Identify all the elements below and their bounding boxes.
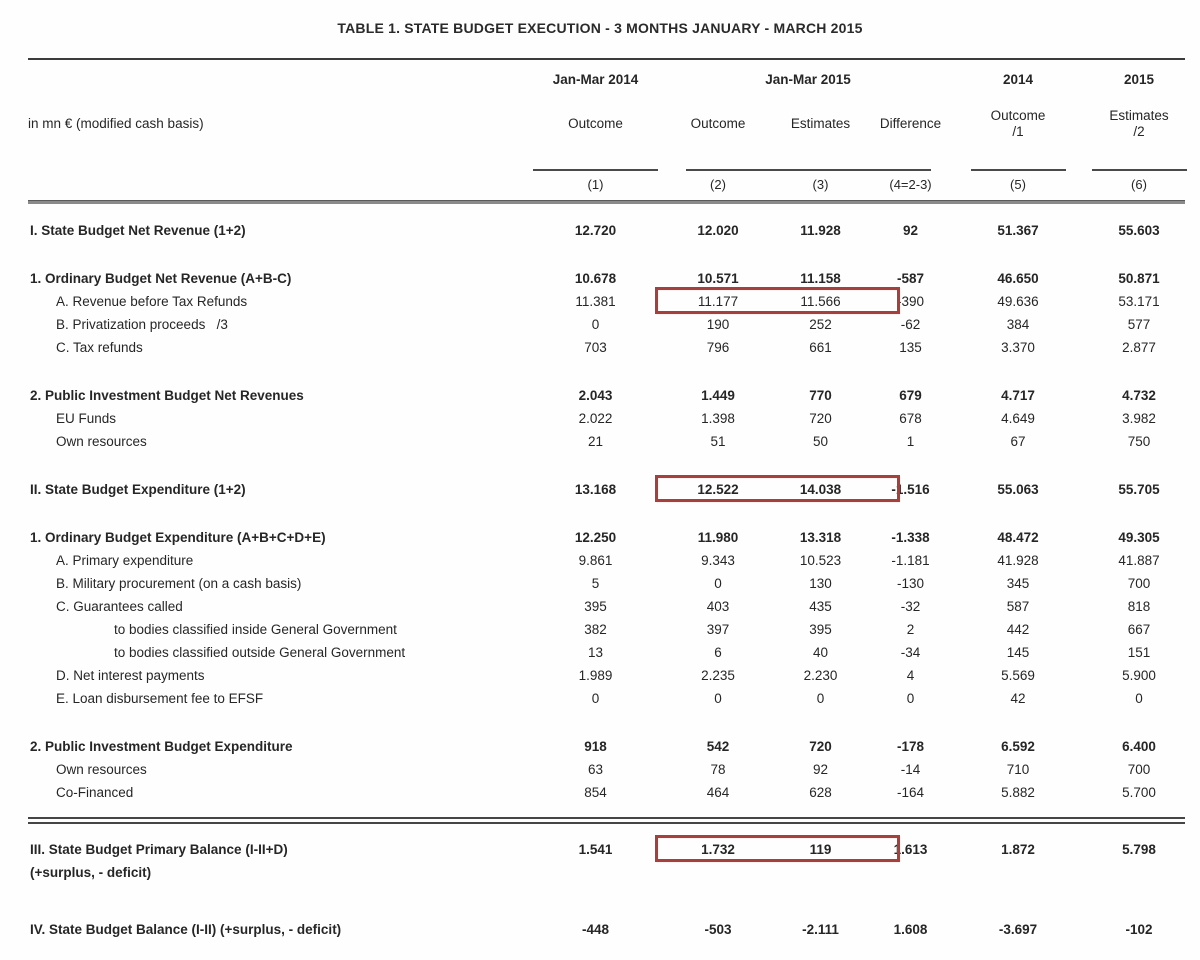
- cell-estimates-jan-mar-2015: 770: [809, 388, 832, 403]
- cell-difference: 1: [906, 434, 915, 449]
- cell-outcome-jan-mar-2015: 11.980: [697, 530, 739, 545]
- row-label: A. Primary expenditure: [56, 553, 194, 568]
- column-subheader-row: [0, 101, 1200, 147]
- cell-difference: -130: [896, 576, 925, 591]
- cell-estimates-2015: 750: [1127, 434, 1151, 449]
- cell-outcome-jan-mar-2015: 9.343: [701, 553, 735, 568]
- cell-outcome-2014: 3.370: [1001, 340, 1035, 355]
- table-row: [0, 572, 1200, 595]
- cell-outcome-jan-mar-2015: 11.177: [697, 294, 739, 309]
- table-row: [0, 781, 1200, 804]
- column-group-2015: 2015: [1123, 72, 1155, 87]
- table-body: [0, 219, 1200, 941]
- row-label: Own resources: [56, 762, 147, 777]
- cell-outcome-jan-mar-2014: 395: [584, 599, 607, 614]
- cell-difference: -62: [900, 317, 921, 332]
- cell-outcome-jan-mar-2015: -503: [704, 922, 732, 937]
- table-row: [0, 219, 1200, 242]
- column-header-difference: Difference: [879, 116, 942, 131]
- cell-estimates-jan-mar-2015: 40: [812, 645, 829, 660]
- cell-outcome-jan-mar-2014: 63: [587, 762, 604, 777]
- table-row: [0, 526, 1200, 549]
- cell-outcome-jan-mar-2014: 703: [584, 340, 607, 355]
- cell-estimates-2015: 151: [1127, 645, 1151, 660]
- cell-outcome-jan-mar-2015: 0: [714, 691, 722, 706]
- row-label: C. Guarantees called: [56, 599, 183, 614]
- cell-estimates-2015: 700: [1127, 576, 1151, 591]
- cell-estimates-2015: 5.700: [1122, 785, 1156, 800]
- cell-outcome-jan-mar-2014: 10.678: [574, 271, 617, 286]
- column-header-estimates-2015: Estimates /2: [1109, 108, 1169, 139]
- cell-outcome-jan-mar-2014: 21: [587, 434, 604, 449]
- column-group-jan-mar-2014: Jan-Mar 2014: [552, 72, 639, 87]
- cell-difference: 1.613: [893, 842, 928, 857]
- row-label: D. Net interest payments: [56, 668, 205, 683]
- cell-outcome-jan-mar-2015: 2.235: [701, 668, 735, 683]
- cell-outcome-jan-mar-2015: 0: [714, 576, 722, 591]
- cell-estimates-2015: 41.887: [1118, 553, 1160, 568]
- cell-difference: -34: [900, 645, 921, 660]
- cell-estimates-2015: 5.900: [1122, 668, 1156, 683]
- cell-outcome-2014: 145: [1006, 645, 1030, 660]
- cell-outcome-jan-mar-2015: 542: [706, 739, 730, 754]
- cell-difference: 135: [899, 340, 922, 355]
- cell-outcome-2014: 710: [1006, 762, 1030, 777]
- cell-outcome-jan-mar-2014: 9.861: [578, 553, 613, 568]
- cell-outcome-jan-mar-2015: 12.522: [697, 482, 739, 497]
- table-row: [0, 430, 1200, 453]
- table-row: [0, 918, 1200, 941]
- cell-outcome-jan-mar-2015: 1.732: [701, 842, 735, 857]
- row-label: Co-Financed: [56, 785, 134, 800]
- column-underline-row: [0, 169, 1200, 171]
- column-number-5: (5): [1010, 177, 1026, 192]
- cell-outcome-jan-mar-2015: 10.571: [697, 271, 739, 286]
- row-label-line2: (+surplus, - deficit): [30, 865, 152, 880]
- section-divider-rule: [28, 817, 1185, 824]
- cell-outcome-jan-mar-2014: 11.381: [575, 294, 616, 309]
- cell-difference: 678: [899, 411, 922, 426]
- cell-outcome-jan-mar-2014: 1.989: [578, 668, 613, 683]
- cell-estimates-2015: 3.982: [1122, 411, 1156, 426]
- cell-outcome-jan-mar-2014: 0: [591, 317, 600, 332]
- cell-outcome-2014: 5.569: [1001, 668, 1035, 683]
- cell-estimates-jan-mar-2015: 92: [812, 762, 829, 777]
- row-label: B. Privatization proceeds /3: [56, 317, 228, 332]
- cell-outcome-2014: 6.592: [1001, 739, 1035, 754]
- cell-estimates-2015: 577: [1127, 317, 1151, 332]
- row-label: Own resources: [56, 434, 147, 449]
- table-row: [0, 664, 1200, 687]
- cell-outcome-2014: 5.882: [1001, 785, 1035, 800]
- cell-outcome-jan-mar-2015: 190: [706, 317, 730, 332]
- cell-outcome-2014: 55.063: [997, 482, 1039, 497]
- cell-outcome-2014: 345: [1006, 576, 1030, 591]
- cell-estimates-jan-mar-2015: 10.523: [799, 553, 842, 568]
- cell-outcome-jan-mar-2015: 397: [706, 622, 730, 637]
- cell-outcome-2014: 42: [1010, 691, 1026, 706]
- table-row: [0, 595, 1200, 618]
- cell-outcome-jan-mar-2015: 51: [710, 434, 726, 449]
- cell-difference: -1.516: [891, 482, 930, 497]
- table-row: [0, 549, 1200, 572]
- cell-difference: 679: [899, 388, 922, 403]
- cell-outcome-jan-mar-2015: 12.020: [697, 223, 739, 238]
- row-label: II. State Budget Expenditure (1+2): [30, 482, 246, 497]
- cell-estimates-jan-mar-2015: 11.158: [800, 271, 841, 286]
- cell-difference: -178: [896, 739, 925, 754]
- table-row: [0, 618, 1200, 641]
- cell-difference: 2: [906, 622, 915, 637]
- cell-difference: -390: [896, 294, 925, 309]
- cell-outcome-jan-mar-2014: 2.022: [578, 411, 613, 426]
- cell-outcome-2014: 442: [1006, 622, 1030, 637]
- table-row: [0, 838, 1200, 884]
- underline-col-6: [1092, 169, 1187, 171]
- cell-estimates-2015: 667: [1127, 622, 1151, 637]
- cell-outcome-jan-mar-2014: 382: [584, 622, 607, 637]
- cell-difference: -1.181: [891, 553, 930, 568]
- row-label: C. Tax refunds: [56, 340, 143, 355]
- row-label: EU Funds: [56, 411, 117, 426]
- top-rule: [28, 58, 1185, 60]
- cell-outcome-2014: 46.650: [997, 271, 1039, 286]
- cell-outcome-jan-mar-2014: 13: [587, 645, 604, 660]
- row-label: 1. Ordinary Budget Net Revenue (A+B-C): [30, 271, 292, 286]
- table-row: [0, 735, 1200, 758]
- table-row: [0, 313, 1200, 336]
- cell-estimates-2015: -102: [1125, 922, 1153, 937]
- row-label: 2. Public Investment Budget Expenditure: [30, 739, 293, 754]
- unit-label: in mn € (modified cash basis): [28, 116, 204, 131]
- row-label: 2. Public Investment Budget Net Revenues: [30, 388, 304, 403]
- cell-estimates-jan-mar-2015: 661: [809, 340, 832, 355]
- column-number-2: (2): [710, 177, 726, 192]
- cell-outcome-jan-mar-2014: -448: [581, 922, 610, 937]
- cell-outcome-2014: 1.872: [1001, 842, 1035, 857]
- cell-outcome-2014: 51.367: [997, 223, 1039, 238]
- cell-outcome-2014: 4.649: [1001, 411, 1035, 426]
- row-label: IV. State Budget Balance (I-II) (+surplus, - deficit): [30, 922, 342, 937]
- table-row: [0, 267, 1200, 290]
- cell-estimates-jan-mar-2015: 130: [809, 576, 832, 591]
- cell-outcome-2014: 41.928: [997, 553, 1039, 568]
- table-row: [0, 758, 1200, 781]
- cell-difference: -14: [900, 762, 921, 777]
- cell-difference: -587: [896, 271, 925, 286]
- cell-estimates-jan-mar-2015: 119: [809, 842, 832, 857]
- cell-estimates-jan-mar-2015: 14.038: [799, 482, 842, 497]
- row-label: to bodies classified outside General Government: [114, 645, 406, 660]
- column-number-6: (6): [1131, 177, 1147, 192]
- cell-outcome-jan-mar-2015: 796: [706, 340, 730, 355]
- cell-estimates-2015: 55.603: [1118, 223, 1160, 238]
- table-title: TABLE 1. STATE BUDGET EXECUTION - 3 MONTHS JANUARY - MARCH 2015: [337, 20, 863, 36]
- column-number-4: (4=2-3): [889, 177, 932, 192]
- cell-estimates-2015: 55.705: [1118, 482, 1160, 497]
- column-number-row: [0, 177, 1200, 192]
- cell-outcome-2014: 4.717: [1001, 388, 1035, 403]
- cell-difference: 4: [906, 668, 915, 683]
- cell-difference: 0: [906, 691, 915, 706]
- cell-estimates-jan-mar-2015: 395: [809, 622, 832, 637]
- cell-estimates-2015: 49.305: [1118, 530, 1160, 545]
- cell-estimates-2015: 53.171: [1118, 294, 1160, 309]
- cell-outcome-jan-mar-2015: 403: [706, 599, 730, 614]
- cell-outcome-jan-mar-2015: 1.398: [701, 411, 735, 426]
- cell-outcome-jan-mar-2014: 2.043: [578, 388, 613, 403]
- cell-estimates-jan-mar-2015: 11.566: [800, 294, 841, 309]
- underline-cols-2-4: [686, 169, 931, 171]
- table-row: [0, 290, 1200, 313]
- column-header-outcome-2014: Outcome /1: [990, 108, 1046, 139]
- cell-outcome-2014: 384: [1006, 317, 1030, 332]
- column-header-outcome-jan-mar-2014: Outcome: [568, 116, 623, 131]
- cell-outcome-jan-mar-2015: 6: [714, 645, 722, 660]
- cell-estimates-2015: 6.400: [1122, 739, 1156, 754]
- table-row: [0, 478, 1200, 501]
- cell-outcome-jan-mar-2014: 5: [591, 576, 600, 591]
- cell-estimates-jan-mar-2015: 720: [809, 411, 832, 426]
- cell-estimates-2015: 2.877: [1122, 340, 1156, 355]
- underline-col-5: [971, 169, 1066, 171]
- cell-estimates-jan-mar-2015: 11.928: [800, 223, 841, 238]
- cell-difference: 92: [902, 223, 919, 238]
- table-row: [0, 641, 1200, 664]
- cell-outcome-jan-mar-2014: 854: [584, 785, 607, 800]
- header-body-rule: [28, 200, 1185, 204]
- cell-outcome-2014: 49.636: [997, 294, 1039, 309]
- row-label: A. Revenue before Tax Refunds: [56, 294, 248, 309]
- column-header-outcome-jan-mar-2015: Outcome: [690, 116, 746, 131]
- cell-outcome-jan-mar-2015: 78: [710, 762, 726, 777]
- underline-col-1: [533, 169, 658, 171]
- cell-difference: -32: [900, 599, 921, 614]
- row-label: 1. Ordinary Budget Expenditure (A+B+C+D+E): [30, 530, 326, 545]
- row-label: B. Military procurement (on a cash basis): [56, 576, 302, 591]
- cell-outcome-jan-mar-2014: 12.720: [574, 223, 617, 238]
- table-row: [0, 384, 1200, 407]
- row-label: I. State Budget Net Revenue (1+2): [30, 223, 246, 238]
- cell-estimates-jan-mar-2015: 13.318: [799, 530, 842, 545]
- table-row: [0, 687, 1200, 710]
- column-group-2014: 2014: [1002, 72, 1034, 87]
- cell-outcome-jan-mar-2015: 1.449: [701, 388, 735, 403]
- row-label: III. State Budget Primary Balance (I-II+D): [30, 842, 288, 857]
- cell-estimates-2015: 700: [1127, 762, 1151, 777]
- row-label: E. Loan disbursement fee to EFSF: [56, 691, 264, 706]
- cell-estimates-jan-mar-2015: 0: [816, 691, 825, 706]
- cell-estimates-jan-mar-2015: -2.111: [802, 922, 839, 937]
- cell-estimates-jan-mar-2015: 2.230: [803, 668, 838, 683]
- column-header-estimates-jan-mar-2015: Estimates: [790, 116, 851, 131]
- cell-outcome-jan-mar-2015: 464: [706, 785, 730, 800]
- cell-estimates-2015: 0: [1135, 691, 1143, 706]
- cell-estimates-jan-mar-2015: 435: [809, 599, 832, 614]
- footnote-ref-1: /1: [1012, 124, 1024, 139]
- cell-estimates-2015: 5.798: [1122, 842, 1156, 857]
- cell-difference: 1.608: [893, 922, 928, 937]
- cell-estimates-jan-mar-2015: 252: [809, 317, 832, 332]
- column-group-jan-mar-2015: Jan-Mar 2015: [765, 72, 851, 87]
- footnote-ref-2: /2: [1133, 124, 1145, 139]
- cell-estimates-jan-mar-2015: 50: [812, 434, 829, 449]
- column-number-1: (1): [587, 177, 604, 192]
- cell-estimates-2015: 818: [1127, 599, 1151, 614]
- cell-outcome-2014: 48.472: [997, 530, 1039, 545]
- cell-difference: -164: [896, 785, 925, 800]
- cell-outcome-2014: -3.697: [998, 922, 1038, 937]
- column-group-header-row: [0, 72, 1200, 87]
- cell-outcome-jan-mar-2014: 918: [584, 739, 607, 754]
- cell-outcome-2014: 67: [1010, 434, 1026, 449]
- row-label: to bodies classified inside General Government: [114, 622, 397, 637]
- cell-estimates-jan-mar-2015: 720: [809, 739, 832, 754]
- cell-estimates-2015: 50.871: [1118, 271, 1160, 286]
- cell-outcome-jan-mar-2014: 12.250: [574, 530, 617, 545]
- cell-outcome-2014: 587: [1006, 599, 1030, 614]
- table-row: [0, 336, 1200, 359]
- cell-estimates-jan-mar-2015: 628: [809, 785, 832, 800]
- cell-difference: -1.338: [891, 530, 930, 545]
- column-number-3: (3): [812, 177, 829, 192]
- cell-outcome-jan-mar-2014: 1.541: [578, 842, 613, 857]
- cell-estimates-2015: 4.732: [1122, 388, 1156, 403]
- table-row: [0, 407, 1200, 430]
- cell-outcome-jan-mar-2014: 0: [591, 691, 600, 706]
- cell-outcome-jan-mar-2014: 13.168: [574, 482, 617, 497]
